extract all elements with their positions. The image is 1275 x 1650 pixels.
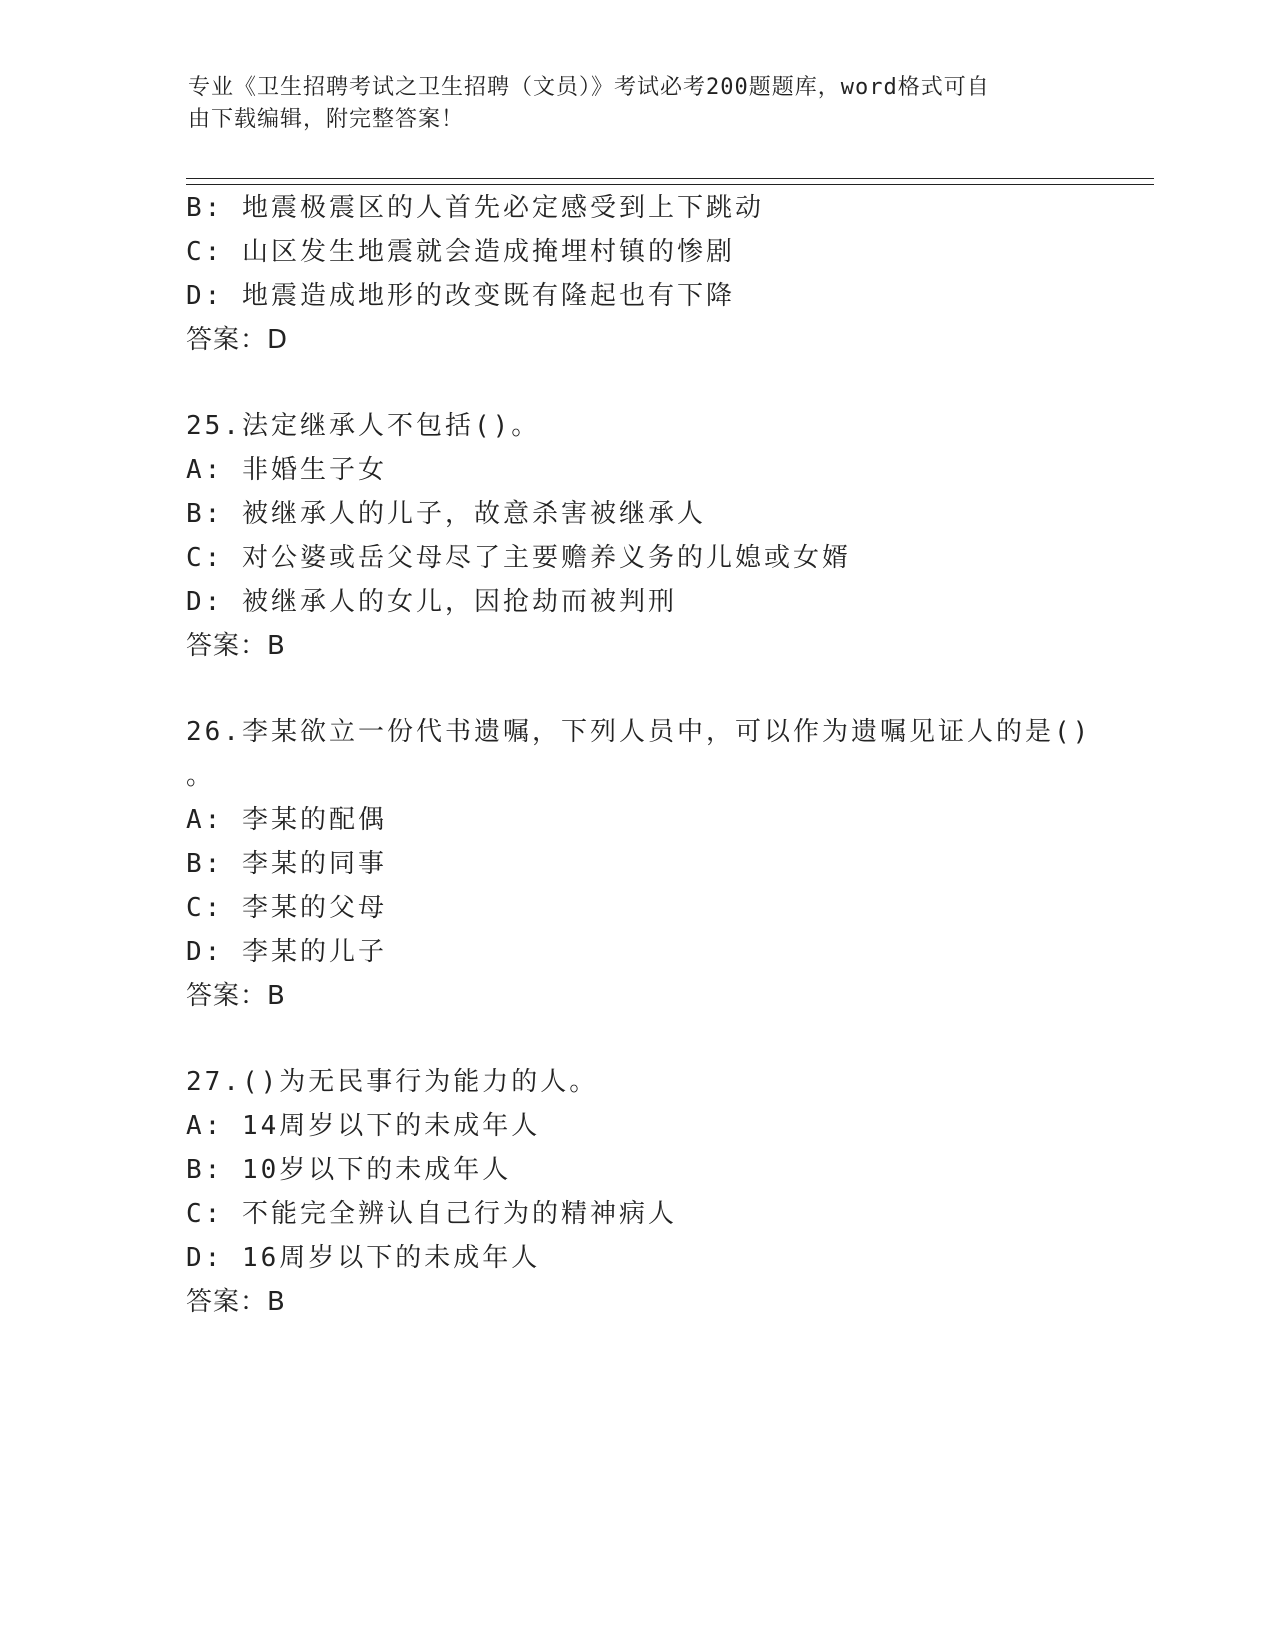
option-b: B: 地震极震区的人首先必定感受到上下跳动 [186,193,764,223]
question-25: 25.法定继承人不包括()。 [186,411,541,441]
question-26-continued: 。 [186,761,216,791]
option-d: D: 李某的儿子 [186,937,387,967]
option-a: A: 非婚生子女 [186,455,387,485]
header-divider-top [186,178,1154,179]
option-d: D: 地震造成地形的改变既有隆起也有下降 [186,281,735,311]
answer: 答案：B [186,631,286,661]
option-b: B: 被继承人的儿子，故意杀害被继承人 [186,499,706,529]
option-b: B: 10岁以下的未成年人 [186,1155,512,1185]
header-divider-bottom [186,184,1154,185]
document-header [188,72,1088,136]
option-d: D: 被继承人的女儿，因抢劫而被判刑 [186,587,677,617]
option-a: A: 李某的配偶 [186,805,387,835]
option-a: A: 14周岁以下的未成年人 [186,1111,541,1141]
answer: 答案：B [186,1287,286,1317]
option-c: C: 李某的父母 [186,893,387,923]
question-27: 27.()为无民事行为能力的人。 [186,1067,599,1097]
question-26: 26.李某欲立一份代书遗嘱，下列人员中，可以作为遗嘱见证人的是() [186,717,1092,747]
option-c: C: 不能完全辨认自己行为的精神病人 [186,1199,677,1229]
answer: 答案：D [186,325,289,355]
answer: 答案：B [186,981,286,1011]
option-d: D: 16周岁以下的未成年人 [186,1243,541,1273]
option-c: C: 山区发生地震就会造成掩埋村镇的惨剧 [186,237,735,267]
option-b: B: 李某的同事 [186,849,387,879]
header-line-2: 由下载编辑，附完整答案！ [188,107,465,132]
option-c: C: 对公婆或岳父母尽了主要赡养义务的儿媳或女婿 [186,543,851,573]
header-line-1: 专业《卫生招聘考试之卫生招聘（文员）》考试必考200题题库，word格式可自 [188,75,990,100]
